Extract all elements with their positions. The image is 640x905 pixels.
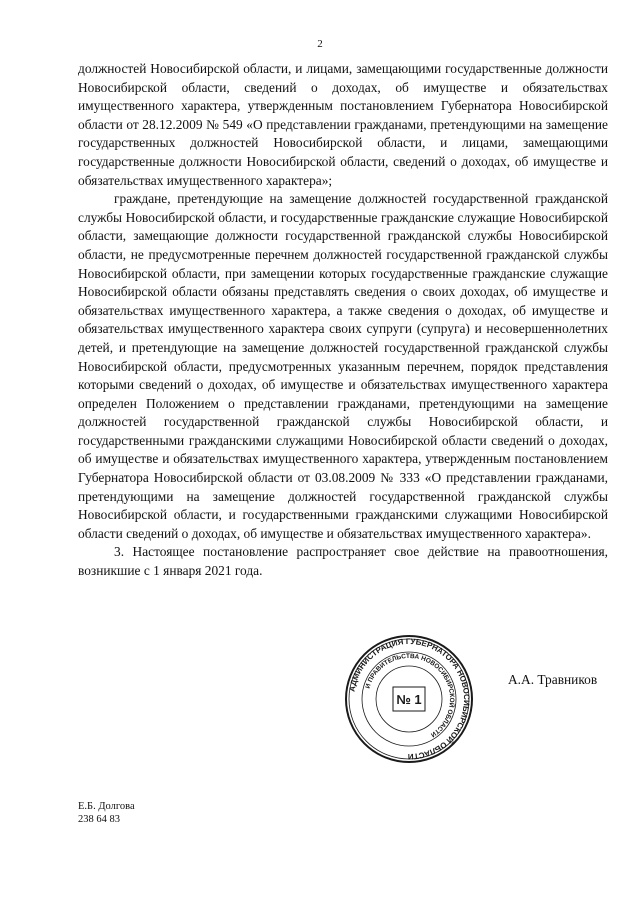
page-number: 2 — [317, 38, 323, 50]
signer-name: А.А. Травников — [508, 672, 598, 687]
seal-number: № 1 — [396, 692, 422, 707]
document-body — [78, 60, 608, 581]
executor-block — [78, 800, 135, 826]
official-seal — [343, 633, 475, 765]
paragraph-continuation: должностей Новосибирской области, и лицами, замещающими государственные должности Новосибирской области, сведений о доходах, об имуществе и обязательствах имущественного характера, утвержденным постановлением Губернатора Новосибирской области от 28.12.2009 № 549 «О представлении гражданами, претендующими на замещение государственных должностей Новосибирской области, и лицами, замещающими государственные должности Новосибирской области, сведений о доходах, об имуществе и обязательствах имущественного характера»; — [78, 61, 608, 188]
paragraph-effective-date: 3. Настоящее постановление распространяет свое действие на правоотношения, возникшие с 1 января 2021 года. — [78, 544, 608, 579]
seal-inner-text: И ПРАВИТЕЛЬСТВА НОВОСИБИРСКОЙ ОБЛАСТИ — [364, 652, 456, 739]
paragraph-citizens: граждане, претендующие на замещение должностей государственной гражданской службы Новосибирской области, и государственные гражданские служащие Новосибирской области, замещающие должности государственной гражданской службы Новосибирской области, не предусмотренные перечнем должностей государственной гражданской службы Новосибирской области, при замещении которых государственные гражданские служащие Новосибирской области обязаны представлять сведения о своих доходах, об имуществе и обязательствах имущественного характера, а также сведения о доходах, об имуществе и обязательствах имущественного характера своих супруги (супруга) и несовершеннолетних детей, и претендующие на замещение должностей государственной гражданской службы Новосибирской области, предусмотренных указанным перечнем, порядок представления которыми сведений о доходах, об имуществе и обязательствах имущественного характера определен Положением о представлении гражданами, претендующими на замещение должностей государственной гражданской службы Новосибирской области, и государственными гражданскими служащими Новосибирской области сведений о доходах, об имуществе и обязательствах имущественного характера, утвержденным постановлением Губернатора Новосибирской области от 03.08.2009 № 333 «О представлении гражданами, претендующими на замещение должностей государственной гражданской службы Новосибирской области, и государственными гражданскими служащими Новосибирской области сведений о доходах, об имуществе и обязательствах имущественного характера». — [78, 191, 608, 541]
executor-phone: 238 64 83 — [78, 814, 120, 825]
executor-name: Е.Б. Долгова — [78, 801, 135, 812]
seal-outer-text: АДМИНИСТРАЦИЯ ГУБЕРНАТОРА НОВОСИБИРСКОЙ ОБЛАСТИ — [347, 636, 472, 762]
